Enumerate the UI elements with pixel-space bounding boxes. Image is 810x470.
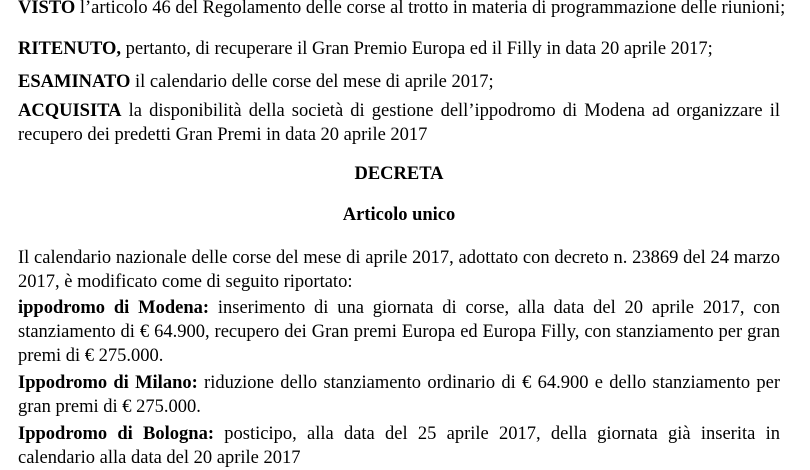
ritenuto-paragraph [18,38,713,60]
ritenuto-lead: RITENUTO, [18,39,121,59]
visto-text: l’articolo 46 del Regolamento delle corse al trotto in materia di programmazione delle riunioni; [75,0,786,18]
modena-lead: ippodromo di Modena: [18,298,210,318]
bologna-text: posticipo, alla data del 25 aprile 2017, della giornata già inserita in calendario alla data del 20 aprile 2017 [18,424,780,468]
acquisita-paragraph [18,99,780,147]
milano-lead: Ippodromo di Milano: [18,373,198,393]
milano-text: riduzione dello stanziamento ordinario di € 64.900 e dello stanziamento per gran premi di € 275.000. [18,373,780,417]
visto-lead: VISTO [18,0,76,18]
modena-text: inserimento di una giornata di corse, alla data del 20 aprile 2017, con stanziamento di € 64.900, recupero dei Gran premi Europa ed Europa Filly, con stanziamento per gran premi di € 275.000. [18,298,780,366]
modena-paragraph [18,296,780,368]
intro-paragraph: Il calendario nazionale delle corse del mese di aprile 2017, adottato con decreto n. 23869 del 24 marzo 2017, è modificato come di seguito riportato: [18,248,780,292]
acquisita-lead: ACQUISITA [18,101,122,121]
esaminato-paragraph [18,71,494,93]
decreta-heading: DECRETA [354,164,444,184]
acquisita-text: la disponibilità della società di gestione dell’ippodromo di Modena ad organizzare il recupero dei predetti Gran Premi in data 20 aprile 2017 [18,101,780,145]
esaminato-text: il calendario delle corse del mese di aprile 2017; [130,72,494,92]
esaminato-lead: ESAMINATO [18,72,131,92]
bologna-paragraph [18,422,780,470]
ritenuto-text: pertanto, di recuperare il Gran Premio Europa ed il Filly in data 20 aprile 2017; [120,39,713,59]
articolo-heading: Articolo unico [342,205,456,225]
visto-paragraph [18,0,785,19]
milano-paragraph [18,371,780,419]
bologna-lead: Ippodromo di Bologna: [18,424,214,444]
